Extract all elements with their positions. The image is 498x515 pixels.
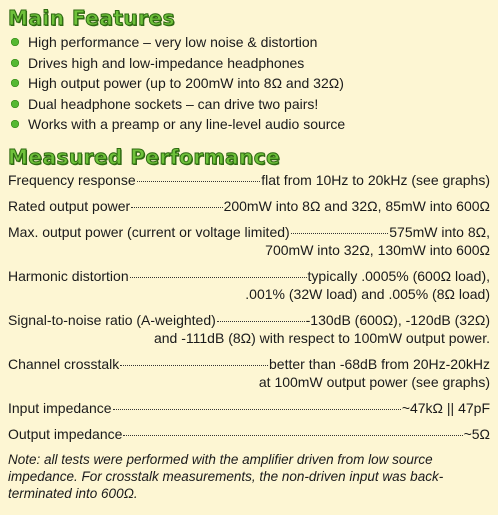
test-note: Note: all tests were performed with the amplifier driven from low source impedance. For crosstalk measurements, the non-driven input was back-terminated into 600Ω.	[8, 451, 444, 501]
feature-item	[8, 114, 490, 135]
spec-label: Channel crosstalk	[8, 355, 120, 372]
spec-rated-output-power	[8, 197, 490, 215]
spec-input-impedance	[8, 399, 490, 417]
spec-value-continued: and -111dB (8Ω) with respect to 100mW output power.	[153, 329, 490, 346]
bullet-icon	[11, 120, 19, 128]
spec-label: Frequency response	[8, 171, 136, 188]
spec-label: Harmonic distortion	[8, 267, 129, 284]
dot-leader	[291, 233, 389, 234]
feature-item	[8, 73, 490, 94]
spec-harmonic-distortion	[8, 267, 490, 303]
main-features-heading: Main Features	[8, 6, 175, 30]
feature-text: Drives high and low-impedance headphones	[28, 54, 305, 71]
bullet-icon	[11, 38, 19, 46]
spec-label: Input impedance	[8, 399, 112, 416]
spec-value: -130dB (600Ω), -120dB (32Ω)	[305, 311, 490, 328]
spec-value: 575mW into 8Ω,	[389, 223, 490, 240]
feature-item	[8, 94, 490, 115]
spec-value: typically .0005% (600Ω load),	[307, 267, 490, 284]
feature-text: Dual headphone sockets – can drive two pairs!	[28, 95, 319, 112]
spec-signal-to-noise	[8, 311, 490, 347]
dot-leader	[120, 365, 268, 366]
feature-item	[8, 32, 490, 53]
bullet-icon	[11, 100, 19, 108]
spec-value: ~5Ω	[463, 425, 490, 442]
spec-label: Output impedance	[8, 425, 123, 442]
spec-value: ~47kΩ || 47pF	[401, 399, 490, 416]
spec-channel-crosstalk	[8, 355, 490, 391]
bullet-icon	[11, 59, 19, 67]
dot-leader	[113, 409, 401, 410]
spec-label: Max. output power (current or voltage limited)	[8, 223, 290, 240]
spec-max-output-power	[8, 223, 490, 259]
spec-value-continued: at 100mW output power (see graphs)	[258, 373, 490, 390]
spec-value: flat from 10Hz to 20kHz (see graphs)	[261, 171, 490, 188]
bullet-icon	[11, 79, 19, 87]
spec-value-continued: 700mW into 32Ω, 130mW into 600Ω	[265, 241, 490, 258]
dot-leader	[217, 321, 305, 322]
spec-output-impedance	[8, 425, 490, 443]
spec-label: Signal-to-noise ratio (A-weighted)	[8, 311, 216, 328]
dot-leader	[123, 435, 462, 436]
spec-frequency-response	[8, 171, 490, 189]
dot-leader	[137, 181, 261, 182]
spec-value: 200mW into 8Ω and 32Ω, 85mW into 600Ω	[223, 197, 490, 214]
feature-text: Works with a preamp or any line-level audio source	[28, 116, 346, 132]
spec-value: better than -68dB from 20Hz-20kHz	[269, 355, 490, 372]
features-list	[8, 32, 490, 135]
feature-item	[8, 53, 490, 74]
measured-performance-heading: Measured Performance	[8, 144, 281, 169]
feature-text: High output power (up to 200mW into 8Ω and 32Ω)	[28, 75, 344, 91]
dot-leader	[130, 277, 307, 278]
spec-value-continued: .001% (32W load) and .005% (8Ω load)	[245, 285, 490, 302]
spec-label: Rated output power	[8, 197, 131, 214]
feature-text: High performance – very low noise & distortion	[28, 34, 318, 50]
dot-leader	[131, 207, 222, 208]
